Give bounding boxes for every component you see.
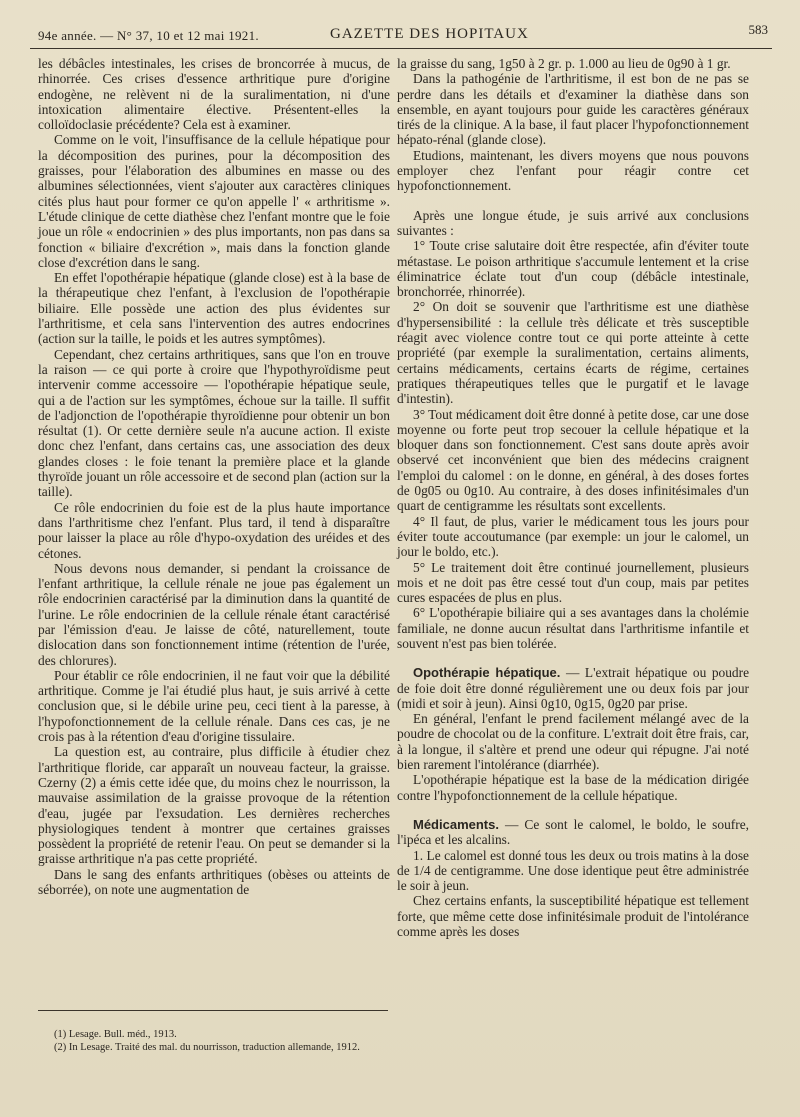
- paragraph: Nous devons nous demander, si pendant la croissance de l'enfant arthritique, la cellule rénale ne joue pas également un rôle endocrinien caractérisé par la diminution dans la quantité de l'urine. Le rôle endocrinien de la cellule rénale étant caractérisé par l'émission d'eau. Je laisse de côté, naturellement, toute dislocation dans son fonctionnement intime (rétention de l'urée, des chlorures).: [38, 560, 390, 668]
- paragraph: 3° Tout médicament doit être donné à petite dose, car une dose moyenne ou forte peut trop secouer la cellule hépatique et la bloquer dans son fonctionnement. C'est sans doute après avoir observé cet inconvénient que bien des médecins craignent l'emploi du calomel : on le donne, en général, à des doses fortes de 0g05 ou 0g10. Au contraire, à des doses infinitésimales d'un quart de centigramme les résultats sont excellents.: [397, 406, 749, 514]
- section-heading: Opothérapie hépatique.: [413, 665, 561, 681]
- page-number: 583: [748, 22, 768, 37]
- paragraph: L'opothérapie hépatique est la base de la médication dirigée contre l'hypofonctionnement de la cellule hépatique.: [397, 772, 749, 803]
- footnote: (2) In Lesage. Traité des mal. du nourrisson, traduction allemande, 1912.: [54, 1041, 360, 1053]
- paragraph: Cependant, chez certains arthritiques, sans que l'on en trouve la raison — ce qui porte à croire que l'hypothyroïdisme peut intervenir comme accessoire — l'opothérapie hépatique seule, qui a de l'action sur les symptômes, échoue sur la taille. Il suffit de l'adjonction de l'opothérapie thyroïdienne pour obtenir un bon résultat (1). Or cette dernière seule n'a aucune action. Il existe donc chez l'enfant, dans certains cas, une association des deux glandes closes : le foie tenant la première place et la glande thyroïde jouant un rôle accessoire et de second plan (action sur la taille).: [38, 346, 390, 500]
- paragraph: Etudions, maintenant, les divers moyens que nous pouvons employer chez l'enfant pour réagir contre cet hypofonctionnement.: [397, 147, 749, 194]
- journal-title: GAZETTE DES HOPITAUX: [330, 26, 529, 42]
- paragraph: la graisse du sang, 1g50 à 2 gr. p. 1.000 au lieu de 0g90 à 1 gr.: [397, 56, 731, 71]
- paragraph: En général, l'enfant le prend facilement mélangé avec de la poudre de chocolat ou de la confiture. L'extrait doit être frais, car, à la longue, il s'altère et prend une odeur qui répugne. J'ai noté bien rarement l'intolérance (diarrhée).: [397, 711, 749, 773]
- section-opotherapie: [397, 665, 749, 711]
- paragraph: 1° Toute crise salutaire doit être respectée, afin d'éviter toute métastase. Le poison arthritique s'accumule lentement et la crise éliminatrice éclate tout d'un coup (débâcle intestinale, bronchorrée, rhinorrée).: [397, 238, 749, 300]
- section-text: Ce sont le calomel, le boldo, le soufre, l'ipéca et les alcalins.: [397, 816, 749, 848]
- paragraph: Pour établir ce rôle endocrinien, il ne faut voir que la débilité arthritique. Comme je l'ai étudié plus haut, je suis arrivé à cette conclusion que, si le débile urine peu, ceci tient à la paresse, à l'hypofonctionnement de la cellule rénale. Dans ces cas, je ne crois pas à la rétention d'eau d'origine tissulaire.: [38, 667, 390, 745]
- issue-info: 94e année. — N° 37, 10 et 12 mai 1921.: [38, 28, 259, 43]
- footnotes: [38, 1010, 388, 1054]
- paragraph: Chez certains enfants, la susceptibilité hépatique est tellement forte, que même cette dose infinitésimale produit de l'intolérance comme après les doses: [397, 893, 749, 940]
- paragraph: Dans la pathogénie de l'arthritisme, il est bon de ne pas se perdre dans les détails et d'examiner la diathèse dans son ensemble, en ayant toujours pour guide les caractères généraux tirés de la clinique. A la base, il faut placer l'hypofonctionnement hépato-rénal (glande close).: [397, 71, 749, 148]
- footnote: (1) Lesage. Bull. méd., 1913.: [54, 1029, 177, 1040]
- heading-separator: —: [560, 665, 585, 681]
- paragraph: 1. Le calomel est donné tous les deux ou trois matins à la dose de 1/4 de centigramme. Une dose identique peut être administrée le soir à jeun.: [397, 847, 749, 894]
- paragraph: En effet l'opothérapie hépatique (glande close) est à la base de la thérapeutique chez l'enfant, à l'exclusion de l'opothérapie biliaire. Elle possède une action des plus évidentes sur l'arthritisme, et cela sans l'intervention des autres endocrines (action sur la taille, le poids et les autres symptômes).: [38, 270, 390, 347]
- page-header: [30, 18, 772, 49]
- section-text: L'extrait hépatique ou poudre de foie doit être donné régulièrement une ou deux fois par jour (midi et soir à jeun). Ainsi 0g10, 0g15, 0g20 par prise.: [397, 665, 750, 711]
- paragraph: Après une longue étude, je suis arrivé aux conclusions suivantes :: [397, 207, 749, 238]
- paragraph: 2° On doit se souvenir que l'arthritisme est une diathèse d'hypersensibilité : la cellule très délicate et très susceptible réagit avec violence contre tout ce qui porte atteinte à cette propriété (par exemple la suralimentation, certains aliments, certains médicaments, certains écarts de régime, certaines pratiques thérapeutiques telles que le purgatif et le lavage d'intestin).: [397, 299, 749, 407]
- right-column: [397, 56, 749, 939]
- paragraph: 6° L'opothérapie biliaire qui a ses avantages dans la cholémie familiale, ne donne aucun résultat dans l'arthritisme infantile et souvent n'est pas bien tolérée.: [397, 605, 749, 651]
- heading-separator: —: [498, 816, 525, 832]
- paragraph: Comme on le voit, l'insuffisance de la cellule hépatique pour la décomposition des purines, pour la décomposition des graisses, pour l'élaboration des albumines en masse ou des albumines sélectionnées, vient s'ajouter aux caractères cliniques cités plus haut pour former ce qu'on appelle l' « arthritisme ». L'étude clinique de cette diathèse chez l'enfant montre que le foie joue un rôle « endocrinien » des plus importants, non pas dans sa fonction « biliaire d'excrétion », mais dans la fonction glande close d'excrétion dans le sang.: [38, 132, 390, 270]
- paragraph: Dans le sang des enfants arthritiques (obèses ou atteints de séborrée), on note une augmentation de: [38, 866, 390, 898]
- paragraph: Ce rôle endocrinien du foie est de la plus haute importance dans l'arthritisme chez l'enfant. Plus tard, il tend à disparaître pour laisser la place au rôle d'hypo-oxydation des uréides et des cétones.: [38, 499, 390, 561]
- paragraph: La question est, au contraire, plus difficile à étudier chez l'arthritique floride, car apparaît un nouveau facteur, la graisse. Czerny (2) a émis cette idée que, du moins chez le nourrisson, la mauvaise assimilation de la graisse provoque de la rétention d'eau, jugée par l'exsudation. Les dernières recherches physiologiques tendent à montrer que certaines graisses possèdent la propriété de retenir l'eau. On peut se demander si la graisse arthritique n'a pas cette propriété.: [38, 744, 390, 867]
- paragraph: les débâcles intestinales, les crises de broncorrée à mucus, de rhinorrée. Ces crises d'essence arthritique pure d'origine endogène, ne relèvent ni de la suralimentation, ni d'une intoxication alimentaire élective. Présentent-elles la colloïdoclasie précédente? Cela est à examiner.: [38, 56, 390, 133]
- section-heading: Médicaments.: [413, 816, 499, 832]
- paragraph: 5° Le traitement doit être continué journellement, plusieurs mois et ne doit pas être cessé tout d'un coup, mais par petites cures espacées de plus en plus.: [397, 559, 749, 606]
- left-column: [38, 56, 390, 897]
- paragraph: 4° Il faut, de plus, varier le médicament tous les jours pour éviter toute accoutumance (par exemple: un jour le calomel, un jour le boldo, etc.).: [397, 513, 749, 560]
- section-medicaments: [397, 817, 749, 848]
